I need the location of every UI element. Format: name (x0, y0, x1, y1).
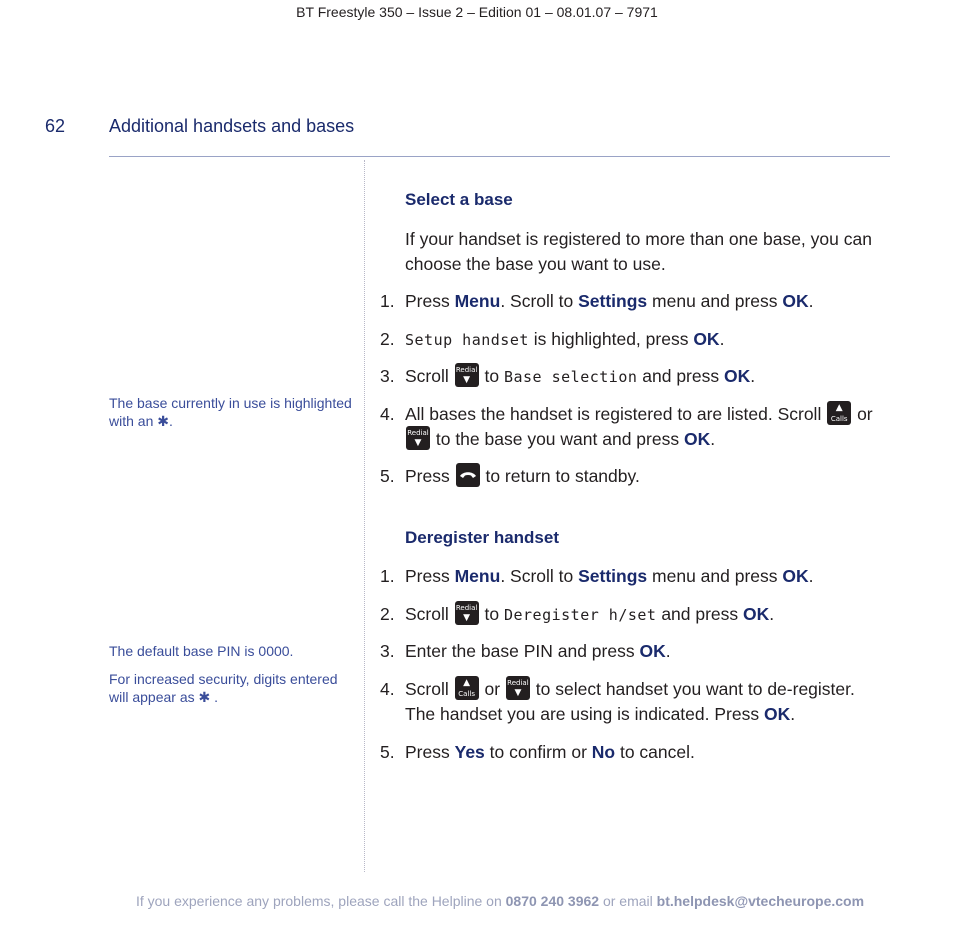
keyword-ok: OK (763, 704, 791, 724)
document-info-header: BT Freestyle 350 – Issue 2 – Edition 01 – 08.01.07 – 7971 (296, 4, 658, 20)
redial-down-key-icon: Redial ▼ (455, 601, 479, 625)
select-base-step-3: 3. Scroll Redial ▼ to Base selection and press OK. (380, 364, 885, 390)
keyword-ok: OK (693, 329, 720, 349)
keyword-menu: Menu (454, 291, 501, 311)
sidenote-default-pin: The default base PIN is 0000. (109, 643, 294, 659)
deregister-step-3: 3. Enter the base PIN and press OK. (380, 641, 671, 661)
deregister-step-2: 2. Scroll Redial ▼ to Deregister h/set and press OK. (380, 602, 885, 628)
keyword-ok: OK (743, 604, 770, 624)
page-number: 62 (45, 116, 66, 136)
keyword-settings: Settings (578, 291, 648, 311)
select-base-intro: If your handset is registered to more than one base, you can choose the base you want to use. (405, 229, 872, 274)
end-call-icon (456, 463, 480, 487)
display-text: Deregister h/set (503, 606, 657, 624)
redial-down-key-icon: Redial ▼ (506, 676, 530, 700)
select-base-step-4: 4. All bases the handset is registered to are listed. Scroll ▲ Calls or Redial ▼ to the base you want and press OK. (380, 403, 873, 449)
heading-deregister-handset: Deregister handset (405, 528, 559, 547)
sidenote-security: For increased security, digits entered will appear as ✱ . (109, 671, 338, 705)
keyword-yes: Yes (454, 742, 485, 762)
asterisk-symbol: ✱ (198, 689, 211, 705)
helpline-phone: 0870 240 3962 (505, 893, 600, 909)
deregister-step-4: 4. Scroll ▲ Calls or Redial ▼ to select handset you want to de-register. The handset you are using is indicated. Press OK. (380, 678, 855, 724)
select-base-step-2: 2. Setup handset is highlighted, press OK. (380, 329, 725, 349)
keyword-ok: OK (723, 366, 751, 386)
heading-select-a-base: Select a base (405, 190, 513, 209)
column-divider (364, 160, 365, 872)
redial-down-key-icon: Redial ▼ (455, 363, 479, 387)
calls-up-key-icon: ▲ Calls (827, 401, 851, 425)
header-divider (109, 156, 890, 157)
section-title: Additional handsets and bases (109, 116, 355, 136)
redial-down-key-icon: Redial ▼ (406, 426, 430, 450)
select-base-step-1: 1. Press Menu. Scroll to Settings menu and press OK. (380, 291, 814, 311)
asterisk-symbol: ✱ (157, 413, 169, 429)
display-text: Base selection (503, 368, 638, 386)
deregister-step-5: 5. Press Yes to confirm or No to cancel. (380, 742, 695, 762)
sidenote-base-in-use: The base currently in use is highlighted with an ✱. (109, 395, 352, 429)
calls-up-key-icon: ▲ Calls (455, 676, 479, 700)
helpline-footer: If you experience any problems, please call the Helpline on 0870 240 3962 or email bt.helpdesk@vtecheurope.com (135, 893, 865, 909)
keyword-ok: OK (639, 641, 666, 661)
keyword-menu: Menu (454, 566, 501, 586)
keyword-no: No (591, 742, 616, 762)
helpdesk-email: bt.helpdesk@vtecheurope.com (656, 893, 865, 909)
deregister-step-1: 1. Press Menu. Scroll to Settings menu and press OK. (380, 566, 814, 586)
select-base-step-5: 5. Press to return to standby. (380, 464, 885, 489)
keyword-ok: OK (782, 291, 809, 311)
display-text: Setup handset (405, 331, 529, 349)
keyword-ok: OK (782, 566, 809, 586)
keyword-settings: Settings (578, 566, 648, 586)
keyword-ok: OK (683, 429, 711, 449)
